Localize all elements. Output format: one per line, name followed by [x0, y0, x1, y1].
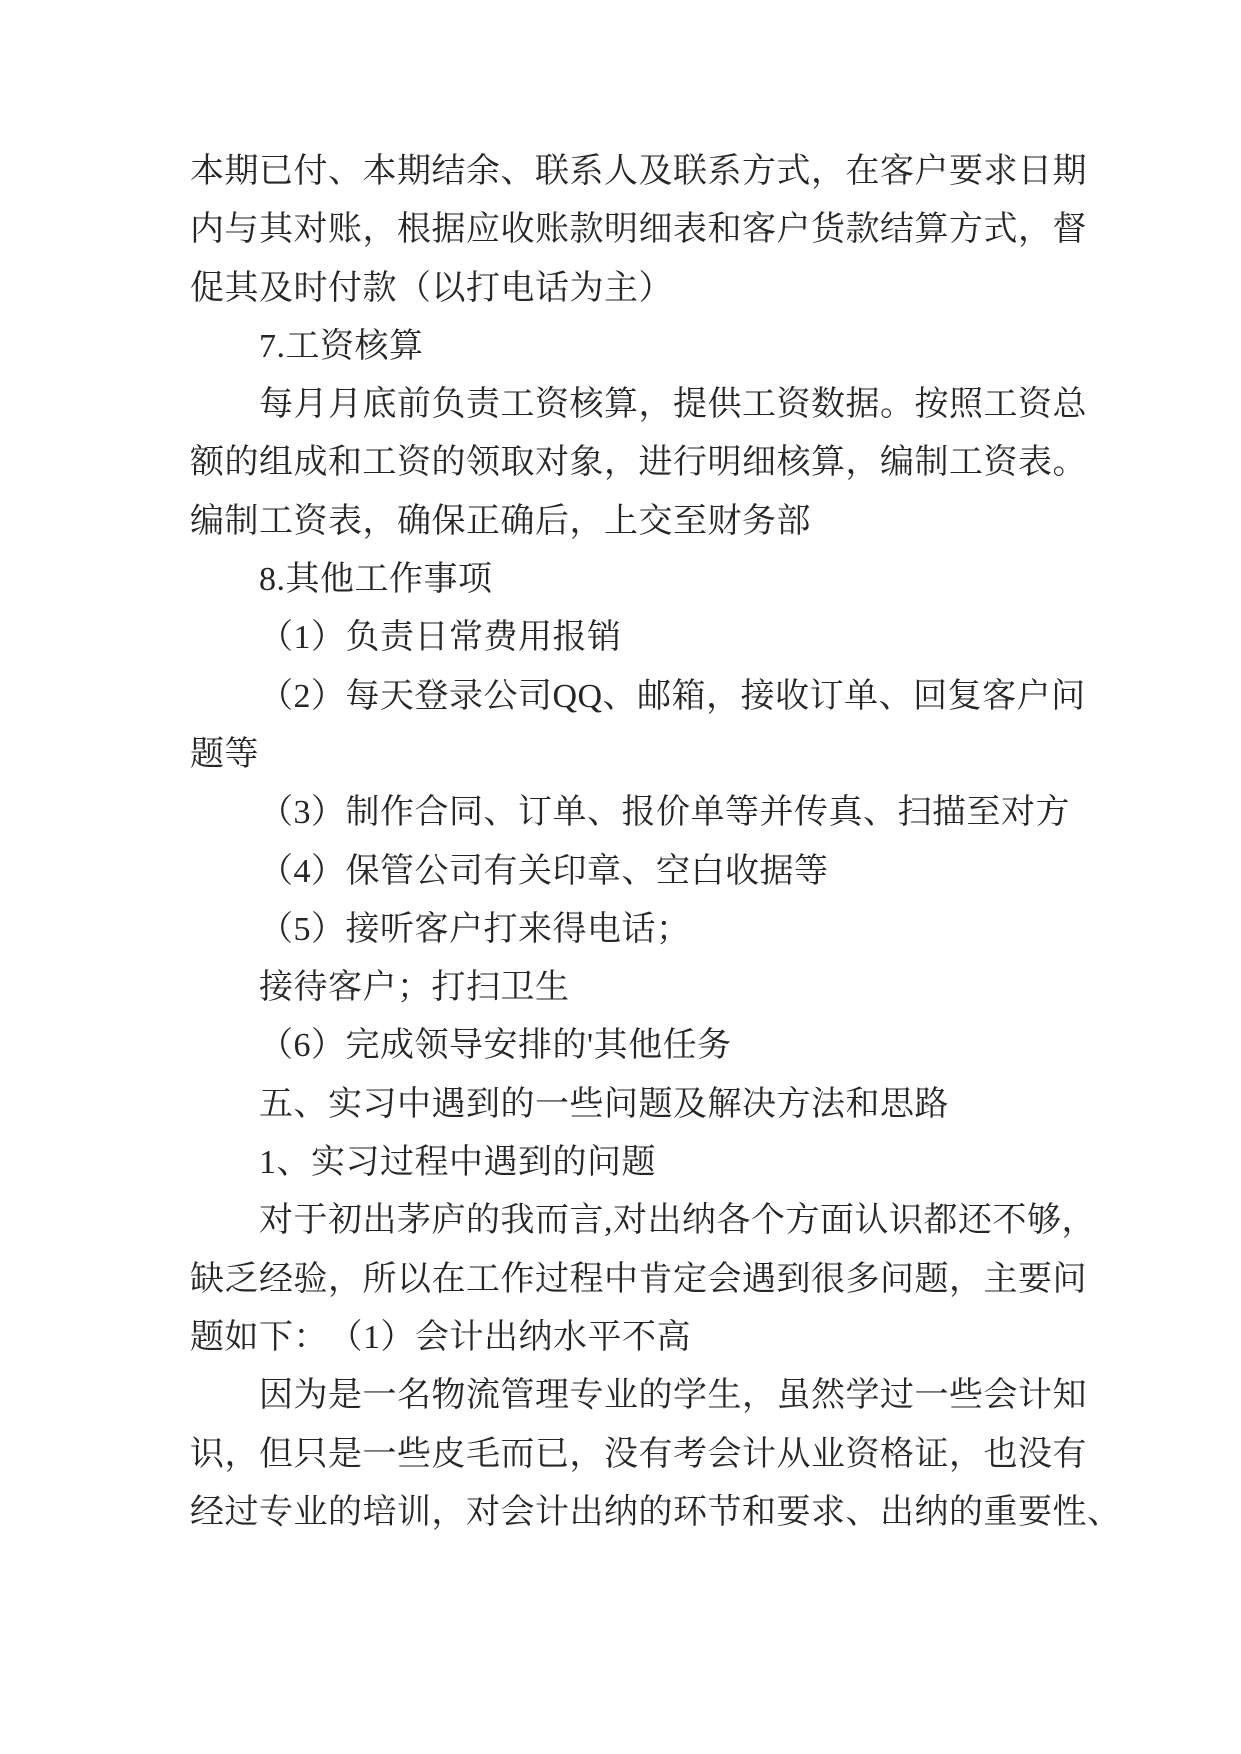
- text-line: 因为是一名物流管理专业的学生，虽然学过一些会计知: [259, 1377, 1087, 1415]
- text-line: 本期已付、本期结余、联系人及联系方式，在客户要求日期: [190, 153, 1087, 190]
- text-line: 8.其他工作事项: [259, 561, 493, 599]
- text-line: （1）负责日常费用报销: [259, 619, 622, 657]
- text-line: （2）每天登录公司QQ、邮箱，接收订单、回复客户问: [259, 677, 1086, 715]
- text-line: 内与其对账，根据应收账款明细表和客户货款结算方式，督: [190, 211, 1087, 249]
- text-line: （5）接听客户打来得电话；: [259, 910, 691, 948]
- text-line: 1、实习过程中遇到的问题: [259, 1144, 656, 1182]
- text-line: （6）完成领导安排的'其他任务: [259, 1027, 732, 1065]
- document-body: [190, 143, 1122, 1542]
- text-line: 促其及时付款（以打电话为主）: [190, 269, 673, 307]
- text-line: （4）保管公司有关印章、空白收据等: [259, 852, 829, 890]
- text-line: 接待客户；打扫卫生: [259, 969, 570, 1007]
- text-line: 题如下： （1）会计出纳水平不高: [190, 1318, 691, 1356]
- text-line: 每月月底前负责工资核算，提供工资数据。按照工资总: [259, 386, 1087, 424]
- text-line: 题等: [190, 735, 259, 773]
- text-line: （3）制作合同、订单、报价单等并传真、扫描至对方: [259, 794, 1070, 832]
- text-line: 编制工资表，确保正确后，上交至财务部: [190, 502, 811, 540]
- text-line: 额的组成和工资的领取对象，进行明细核算，编制工资表。: [190, 444, 1087, 482]
- text-line: 识，但只是一些皮毛而已，没有考会计从业资格证，也没有: [190, 1435, 1087, 1473]
- text-line: 五、实习中遇到的一些问题及解决方法和思路: [259, 1085, 949, 1123]
- text-line: 对于初出茅庐的我而言,对出纳各个方面认识都还不够，: [259, 1202, 1096, 1240]
- text-line: 经过专业的培训，对会计出纳的环节和要求、出纳的重要性、: [190, 1493, 1122, 1531]
- text-line: 7.工资核算: [259, 327, 424, 365]
- text-line: 缺乏经验，所以在工作过程中肯定会遇到很多问题，主要问: [190, 1260, 1087, 1298]
